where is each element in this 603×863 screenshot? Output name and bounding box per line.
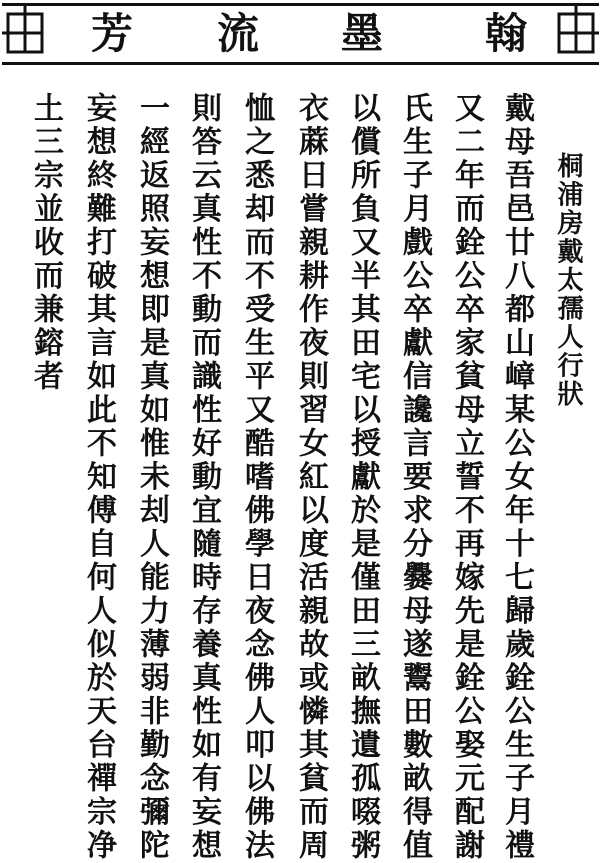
text-column-1: 戴母吾邑廿八都山嶂某公女年十七歸歲銓公生子月禮 xyxy=(499,92,534,863)
banner-char-4: 翰 xyxy=(484,9,527,58)
text-column-8: 一經返照妄想即是真如惟未刦人能力薄弱非勤念彌陀 xyxy=(134,92,169,863)
text-column-3: 氏生子月戲公卒獻信讒言要求分爨母遂鬻田數畝得值 xyxy=(397,92,432,863)
banner-char-2: 流 xyxy=(216,9,259,58)
text-column-2: 又二年而銓公卒家貧母立誓不再嫁先是銓公娶元配謝 xyxy=(449,92,484,863)
title-banner xyxy=(2,3,599,65)
banner-char-1: 芳 xyxy=(90,9,133,58)
banner-char-3: 墨 xyxy=(340,9,383,58)
text-column-6: 恤之悉却而不受生平又酷嗜佛學日夜念佛人叩以佛法 xyxy=(239,92,274,863)
text-column-7: 則答云真性不動而識性好動宜隨時存養真性如有妄想 xyxy=(186,92,221,863)
fret-corner-ornament-right xyxy=(553,6,599,62)
text-column-10: 土三宗並收而兼鎔者 xyxy=(28,92,63,394)
text-column-9: 妄想終難打破其言如此不知傅自何人似於天台禪宗净 xyxy=(81,92,116,863)
text-column-4: 以償所負又半其田宅以授獻於是僅田三畝撫遺孤啜粥 xyxy=(345,92,380,863)
text-column-5: 衣蔴日嘗親耕作夜則習女紅以度活親故或憐其貧而周 xyxy=(293,92,328,863)
fret-corner-ornament-left xyxy=(2,6,48,62)
text-heading-column: 桐浦房戴太孺人行狀 xyxy=(553,152,583,409)
